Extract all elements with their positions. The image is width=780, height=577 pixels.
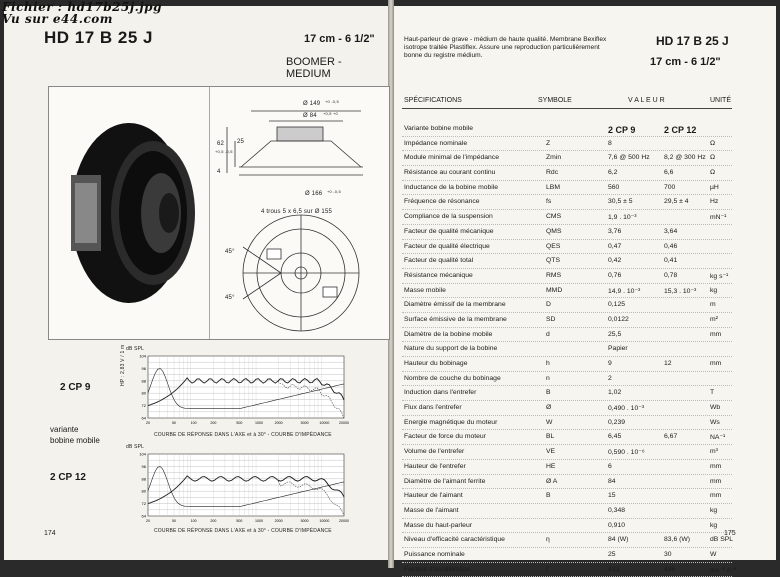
spec-cell-v1: Papier [608, 345, 628, 353]
spec-cell-v1: 0,490 . 10⁻³ [608, 405, 645, 413]
spec-row [402, 269, 732, 284]
spec-cell-sym: Z [546, 139, 551, 147]
spec-cell-spec: Niveau d'efficacité caractéristique [404, 536, 505, 544]
spec-cell-unit: ms⁻² A⁻¹ [710, 566, 737, 574]
spec-row [402, 298, 732, 313]
dim-h1: 25 [237, 139, 245, 145]
y-tick-label: 96 [141, 463, 146, 469]
graph-2-caption: COURBE DE RÉPONSE DANS L'AXE et à 30° - COURBE D'IMPÉDANCE [154, 528, 332, 534]
dim-d2-tol: +0,5 +0 [323, 111, 338, 116]
y-tick-label: 72 [141, 403, 146, 409]
header-value: V A L E U R [628, 97, 665, 104]
spec-cell-v2: 6,67 [664, 433, 678, 441]
spec-cell-unit: Wb [710, 404, 721, 412]
spec-row [402, 254, 732, 269]
y-tick-label: 64 [141, 415, 146, 421]
spec-cell-unit: kg [710, 521, 718, 529]
spec-row [402, 460, 732, 475]
spec-cell-spec: Energie magnétique du moteur [404, 418, 498, 426]
spec-cell-sym: n [546, 374, 550, 382]
x-tick-label: 500 [236, 519, 243, 523]
spec-table-header [402, 94, 732, 109]
spec-row [402, 489, 732, 504]
spec-cell-v1: 25,5 [608, 330, 622, 338]
spec-cell-sym: W [546, 418, 553, 426]
spec-cell-spec: Facteur de qualité total [404, 257, 474, 265]
spec-cell-spec: Hauteur de l'entrefer [404, 462, 466, 470]
spec-cell-sym: SD [546, 315, 556, 323]
spec-cell-spec: Volume de l'entrefer [404, 448, 465, 456]
y-tick-label: 104 [139, 353, 146, 359]
response-graph-2 [126, 448, 352, 528]
spec-row [402, 401, 732, 416]
spec-cell-sym: QES [546, 242, 561, 250]
spec-row [402, 563, 737, 577]
spec-cell-v1: 1,02 [608, 389, 622, 397]
spec-row [402, 284, 732, 299]
spec-row [402, 519, 732, 534]
spec-cell-unit: T [710, 389, 715, 397]
graph-2-unit: dB SPL [126, 444, 145, 450]
spec-cell-v1: 0,76 [608, 271, 622, 279]
spec-cell-spec: Flux dans l'entrefer [404, 404, 462, 412]
spec-cell-v1: 6,2 [608, 169, 618, 177]
spec-cell-unit: kg [710, 286, 718, 294]
spec-cell-v1: 7,6 @ 500 Hz [608, 154, 650, 162]
spec-cell-unit: mm [710, 492, 722, 500]
spec-cell-v1: 30,5 ± 5 [608, 198, 633, 206]
spec-row [402, 151, 732, 166]
x-tick-label: 100 [190, 519, 197, 523]
spec-cell-v1: 433 [608, 565, 620, 573]
spec-row [402, 240, 732, 255]
spec-cell-v1: 0,590 . 10⁻⁶ [608, 449, 645, 457]
spec-row [402, 166, 732, 181]
header-symbol: SYMBOLE [538, 97, 572, 104]
spec-cell-unit: mm [710, 330, 722, 338]
spec-cell-v2: 6,6 [664, 169, 674, 177]
x-tick-label: 5000 [300, 421, 309, 425]
y-tick-label: 88 [141, 378, 146, 384]
spec-cell-spec: Facteur de force du moteur [404, 433, 486, 441]
dim-d3: Ø 166 [305, 191, 323, 197]
left-page [4, 6, 388, 560]
spec-cell-unit: kg s⁻¹ [710, 272, 729, 280]
x-tick-label: 2000 [274, 519, 283, 523]
spec-cell-v1: 25 [608, 550, 616, 558]
watermark-filename: Fichier : hd17b25j.jpg [2, 0, 162, 14]
spec-cell-unit: Hz [710, 198, 719, 206]
spec-cell-spec: Diamètre émissif de la membrane [404, 301, 506, 309]
speaker-figure [48, 86, 390, 340]
spec-cell-unit: m [710, 301, 716, 309]
dim-angle-2: 45° [225, 295, 235, 301]
spec-cell-v1: 6,45 [608, 433, 622, 441]
curve-label-2cp9: 2 CP 9 [60, 382, 91, 393]
spec-cell-v1: 2 CP 9 [608, 125, 636, 135]
x-tick-label: 5000 [300, 519, 309, 523]
spec-cell-sym: Ø A [546, 477, 558, 485]
spec-cell-spec: Nature du support de la bobine [404, 345, 498, 353]
spec-cell-spec: Facteur de qualité électrique [404, 242, 490, 250]
dim-holes: 4 trous 5 x 6,5 sur Ø 155 [261, 209, 333, 215]
dim-d1-tol: +0 -0,5 [325, 99, 339, 104]
x-tick-label: 500 [236, 421, 243, 425]
spec-row [402, 357, 732, 372]
spec-cell-v1: 3,76 [608, 227, 622, 235]
x-tick-label: 10000 [319, 519, 330, 523]
dim-h2: 4 [217, 169, 221, 175]
x-tick-label: 100 [190, 421, 197, 425]
x-tick-label: 10000 [319, 421, 330, 425]
spec-cell-spec: Masse mobile [404, 286, 446, 294]
spec-cell-spec: Masse de l'aimant [404, 506, 459, 514]
spec-cell-unit: Ω [710, 139, 716, 147]
spec-row [402, 416, 732, 431]
spec-cell-sym: QMS [546, 227, 562, 235]
spec-cell-unit: m² [710, 315, 718, 323]
spec-cell-v1: 8 [608, 139, 612, 147]
spec-cell-v1: 0,42 [608, 257, 622, 265]
spec-cell-spec: Masse du haut-parleur [404, 521, 473, 529]
spec-cell-spec: Surface émissive de la membrane [404, 315, 507, 323]
spec-table [402, 122, 737, 577]
figure-divider [209, 87, 210, 339]
spec-cell-unit: W [710, 550, 717, 558]
spec-cell-v1: 84 (W) [608, 536, 629, 544]
x-tick-label: 1000 [254, 519, 263, 523]
spec-cell-unit: kg [710, 506, 718, 514]
spec-cell-sym: HE [546, 462, 556, 470]
spec-cell-v2: 12 [664, 360, 672, 367]
x-tick-label: 200 [210, 421, 217, 425]
spec-cell-spec: Module minimal de l'impédance [404, 154, 499, 162]
graph-1-ylabel: HP : 2,83 V / 1 m [120, 344, 126, 386]
y-tick-label: 104 [139, 451, 146, 457]
page-number-left: 174 [44, 530, 56, 537]
spec-cell-spec: Résistance au courant continu [404, 169, 496, 177]
spec-cell-v2: 83,6 (W) [664, 536, 691, 544]
spec-cell-unit: mN⁻¹ [710, 214, 727, 222]
spec-cell-spec: Compliance de la suspension [404, 213, 493, 221]
spec-cell-sym: LBM [546, 183, 560, 191]
spec-cell-unit: dB SPL [710, 536, 734, 544]
variante-label: variante bobine mobile [50, 425, 100, 445]
spec-cell-sym: Ø [546, 404, 552, 412]
spec-cell-spec: Nombre de couche du bobinage [404, 374, 501, 382]
spec-row [402, 181, 732, 196]
type-label: BOOMER - MEDIUM [286, 56, 342, 80]
spec-cell-spec: Résistance mécanique [404, 271, 473, 279]
spec-row [402, 313, 732, 328]
spec-cell-sym: BL [546, 433, 555, 441]
spec-cell-sym: MMD [546, 286, 563, 294]
spec-cell-v1: 0,348 [608, 506, 626, 514]
x-tick-label: 200 [210, 519, 217, 523]
spec-cell-spec: Hauteur de l'aimant [404, 492, 463, 500]
spec-row [402, 386, 732, 401]
graph-1-caption: COURBE DE RÉPONSE DANS L'AXE et à 30° - COURBE D'IMPÉDANCE [154, 432, 332, 438]
spec-cell-sym: η [546, 536, 550, 544]
spec-cell-unit: mm [710, 462, 722, 470]
spec-row [402, 548, 732, 563]
dim-d3-tol: +0 -0,5 [327, 189, 341, 194]
spec-cell-spec: Fréquence de résonance [404, 198, 480, 206]
dim-d2: Ø 84 [303, 113, 317, 119]
spec-cell-spec: Impédance nominale [404, 139, 468, 147]
graph-1-unit: dB SPL [126, 346, 145, 352]
spec-cell-unit: Ω [710, 154, 716, 162]
y-tick-label: 80 [141, 390, 146, 396]
spec-row [402, 122, 732, 137]
spec-cell-sym: B [546, 492, 551, 500]
spec-cell-spec: Induction dans l'entrefer [404, 389, 477, 397]
y-tick-label: 72 [141, 501, 146, 507]
spec-row [402, 430, 732, 445]
spec-cell-v1: 2 [608, 374, 612, 382]
spec-cell-unit: Ws [710, 418, 720, 426]
spec-cell-v2: 0,41 [664, 257, 678, 265]
spec-row [402, 533, 732, 548]
x-tick-label: 20 [146, 519, 150, 523]
y-tick-label: 80 [141, 488, 146, 494]
spec-row [402, 475, 732, 490]
dim-angle-1: 45° [225, 249, 235, 255]
spec-cell-v1: 0,910 [608, 521, 626, 529]
spec-cell-v2: 15,3 . 10⁻³ [664, 287, 697, 295]
x-tick-label: 50 [171, 519, 176, 523]
spec-cell-sym: B [546, 389, 551, 397]
spec-cell-spec: Diamètre de la bobine mobile [404, 330, 493, 338]
spec-row [402, 342, 732, 357]
spec-cell-spec: Puissance nominale [404, 550, 465, 558]
spec-row [402, 137, 732, 152]
x-tick-label: 20 [146, 421, 150, 425]
spec-cell-spec: Hauteur du bobinage [404, 360, 468, 367]
watermark-source: Vu sur e44.com [2, 12, 113, 26]
spec-cell-spec: Inductance de la bobine mobile [404, 183, 499, 191]
spec-cell-v1: 14,9 . 10⁻³ [608, 287, 641, 295]
y-tick-label: 88 [141, 476, 146, 482]
spec-cell-v1: 9 [608, 360, 612, 367]
spec-cell-v1: 0,239 [608, 418, 626, 426]
spec-cell-v1: 0,0122 [608, 315, 629, 323]
spec-cell-v2: 2 CP 12 [664, 125, 697, 135]
spec-row [402, 195, 732, 210]
spec-cell-v2: 29,5 ± 4 [664, 198, 689, 206]
x-tick-label: 20000 [339, 421, 349, 425]
spec-cell-unit: m³ [710, 448, 718, 456]
spec-cell-sym: h [546, 360, 550, 367]
spec-cell-v1: 1,9 . 10⁻³ [608, 214, 637, 222]
right-page [394, 6, 776, 574]
header-spec: SPÉCIFICATIONS [404, 97, 462, 104]
spec-cell-sym: D [546, 301, 551, 309]
spec-row [402, 445, 732, 460]
y-tick-label: 64 [141, 513, 146, 519]
spec-cell-v1: 84 [608, 477, 616, 485]
spec-cell-unit: Ω [710, 169, 716, 177]
spec-cell-v2: 8,2 @ 300 Hz [664, 154, 706, 162]
spec-cell-unit: NA⁻¹ [710, 434, 726, 442]
spec-cell-v1: 15 [608, 492, 616, 500]
spec-cell-unit: mm [710, 477, 722, 485]
model-title: HD 17 B 25 J [44, 28, 153, 47]
spec-cell-unit: mm [710, 360, 722, 367]
spec-cell-v2: 30 [664, 550, 672, 558]
response-graph-1 [126, 350, 352, 430]
header-unit: UNITÉ [710, 97, 731, 104]
spec-cell-v2: 0,78 [664, 271, 678, 279]
spec-cell-spec: Variante bobine mobile [404, 125, 474, 132]
spec-row [402, 225, 732, 240]
spec-cell-spec: Facteur de qualité mécanique [404, 227, 494, 235]
spec-cell-sym: RMS [546, 271, 562, 279]
spec-row [402, 328, 732, 343]
spec-cell-sym: Zmin [546, 154, 562, 162]
spec-cell-v2: 0,46 [664, 242, 678, 250]
x-tick-label: 2000 [274, 421, 283, 425]
spec-cell-v2: 700 [664, 183, 676, 191]
dim-depth-tol: +0,5 -0,5 [215, 149, 233, 154]
page-number-right: 175 [724, 530, 736, 537]
dim-depth: 62 [217, 141, 225, 147]
spec-row [402, 372, 732, 387]
spec-cell-unit: µH [710, 183, 719, 191]
spec-cell-v1: 0,125 [608, 301, 626, 309]
model-title-right: HD 17 B 25 J [656, 34, 729, 48]
size-label-right: 17 cm - 6 1/2" [650, 56, 721, 68]
dim-d1: Ø 149 [303, 101, 321, 107]
spec-cell-sym: Γ [546, 565, 550, 573]
spec-cell-sym: fs [546, 198, 552, 206]
x-tick-label: 50 [171, 421, 176, 425]
curve-label-2cp12: 2 CP 12 [50, 472, 86, 483]
spec-cell-spec: Diamètre de l'aimant ferrite [404, 477, 486, 485]
spec-row [402, 504, 732, 519]
spec-cell-v1: 560 [608, 183, 620, 191]
spec-cell-spec: Facteur d'accélération [404, 565, 471, 573]
x-tick-label: 1000 [254, 421, 263, 425]
spec-cell-v1: 6 [608, 462, 612, 470]
spec-cell-sym: Rdc [546, 169, 559, 177]
spec-cell-sym: VE [546, 448, 556, 456]
spec-cell-v2: 436 [664, 565, 676, 573]
spec-cell-sym: d [546, 330, 550, 338]
spec-cell-v2: 3,64 [664, 227, 678, 235]
product-description: Haut-parleur de grave - médium de haute qualité. Membrane Bexiflex isotrope traitée Plastiflex. Assure une reproduction particulièrement bonne du registre médium. [404, 36, 607, 59]
spec-cell-sym: QTS [546, 257, 560, 265]
size-label: 17 cm - 6 1/2" [304, 33, 375, 45]
x-tick-label: 20000 [339, 519, 349, 523]
spec-cell-sym: CMS [546, 213, 562, 221]
spec-cell-v1: 0,47 [608, 242, 622, 250]
speaker-photo [49, 87, 209, 339]
spec-row [402, 210, 732, 225]
y-tick-label: 96 [141, 365, 146, 371]
